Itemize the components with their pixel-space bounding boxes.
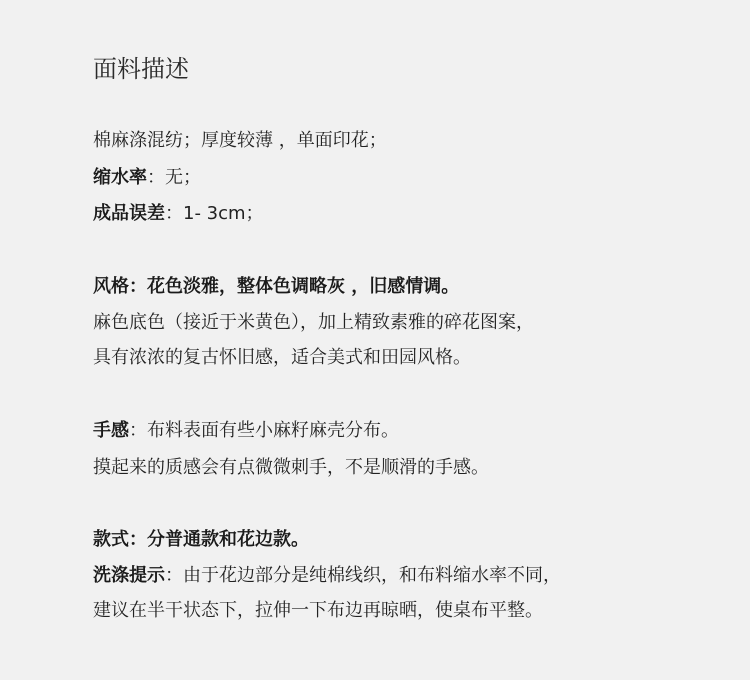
wash-line [93, 563, 561, 589]
wash-desc: 建议在半干状态下，拉伸一下布边再晾晒，使桌布平整。 [93, 600, 543, 621]
style-heading-line [93, 274, 459, 300]
shrink-value: ：无； [147, 167, 201, 188]
style-desc-line-2 [93, 345, 471, 371]
shrink-label: 缩水率 [93, 167, 147, 188]
error-line [93, 201, 264, 227]
feel-value: ：布料表面有些小麻籽麻壳分布。 [129, 420, 399, 441]
model-label: 款式 [93, 529, 129, 550]
material-text: 棉麻涤混纺；厚度较薄 ，单面印花； [93, 130, 387, 151]
wash-label: 洗涤提示 [93, 565, 165, 586]
style-desc-1: 麻色底色（接近于米黄色），加上精致素雅的碎花图案， [93, 312, 534, 333]
error-value: ：1- 3cm； [165, 203, 264, 224]
material-line [93, 128, 387, 154]
wash-desc-line [93, 598, 543, 624]
feel-desc-line [93, 455, 489, 481]
style-label: 风格 [93, 276, 129, 297]
style-desc-line-1 [93, 310, 534, 336]
style-desc-2: 具有浓浓的复古怀旧感，适合美式和田园风格。 [93, 347, 471, 368]
feel-label: 手感 [93, 420, 129, 441]
style-heading: ：花色淡雅，整体色调略灰 ，旧感情调。 [129, 276, 460, 297]
shrink-line [93, 165, 201, 191]
model-line [93, 527, 309, 553]
feel-desc: 摸起来的质感会有点微微刺手，不是顺滑的手感。 [93, 457, 489, 478]
wash-value: ：由于花边部分是纯棉线织，和布料缩水率不同， [165, 565, 561, 586]
model-value: ：分普通款和花边款。 [129, 529, 309, 550]
page-title: 面料描述 [93, 55, 189, 83]
error-label: 成品误差 [93, 203, 165, 224]
feel-line [93, 418, 399, 444]
